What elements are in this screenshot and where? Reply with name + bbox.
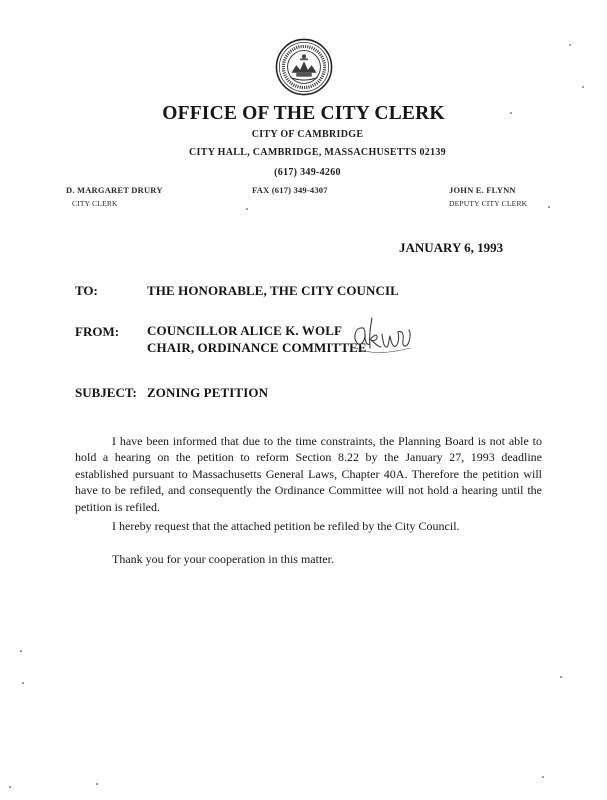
deputy-clerk-title: DEPUTY CITY CLERK: [449, 199, 528, 208]
city-name: CITY OF CAMBRIDGE: [251, 129, 364, 140]
to-label: TO:: [75, 283, 98, 298]
from-label: FROM:: [75, 324, 120, 339]
body-paragraph: I have been informed that due to the time constraints, the Planning Board is not able to hold a hearing on the petition to reform Section 8.22 by the January 27, 1993 deadline established pursuant to Massachusetts General Laws, Chapter 40A. Therefore the petition will have to be refiled, and consequently the Ordinance Committee will not hold a hearing until the petition is refiled.: [75, 434, 542, 514]
memo-date: JANUARY 6, 1993: [399, 240, 504, 255]
scan-speck: [20, 650, 22, 652]
subject-label: SUBJECT:: [75, 385, 137, 400]
city-clerk-name: D. MARGARET DRURY: [66, 185, 163, 195]
scan-speck: [542, 776, 544, 778]
scan-speck: [9, 786, 11, 788]
office-fax: FAX (617) 349-4307: [252, 185, 328, 195]
scan-speck: [510, 112, 512, 114]
from-name: COUNCILLOR ALICE K. WOLF: [147, 323, 343, 338]
handwritten-initials-icon: [348, 310, 418, 360]
from-title: CHAIR, ORDINANCE COMMITTEE: [147, 340, 367, 355]
deputy-clerk-name: JOHN E. FLYNN: [449, 185, 516, 195]
city-seal-icon: [275, 38, 333, 96]
scan-speck: [96, 783, 98, 785]
office-phone: (617) 349-4260: [274, 167, 341, 178]
city-clerk-title: CITY CLERK: [72, 199, 118, 208]
office-title: OFFICE OF THE CITY CLERK: [162, 103, 445, 124]
scan-speck: [560, 676, 562, 678]
scan-speck: [246, 208, 248, 210]
subject-value: ZONING PETITION: [147, 385, 269, 400]
body-paragraph: Thank you for your cooperation in this matter.: [112, 552, 334, 566]
scan-speck: [569, 44, 571, 46]
office-address: CITY HALL, CAMBRIDGE, MASSACHUSETTS 02139: [189, 147, 446, 158]
scan-speck: [22, 682, 24, 684]
scan-speck: [548, 206, 550, 208]
to-value: THE HONORABLE, THE CITY COUNCIL: [147, 283, 399, 298]
scan-speck: [582, 86, 584, 88]
body-paragraph: I hereby request that the attached petition be refiled by the City Council.: [112, 519, 460, 533]
